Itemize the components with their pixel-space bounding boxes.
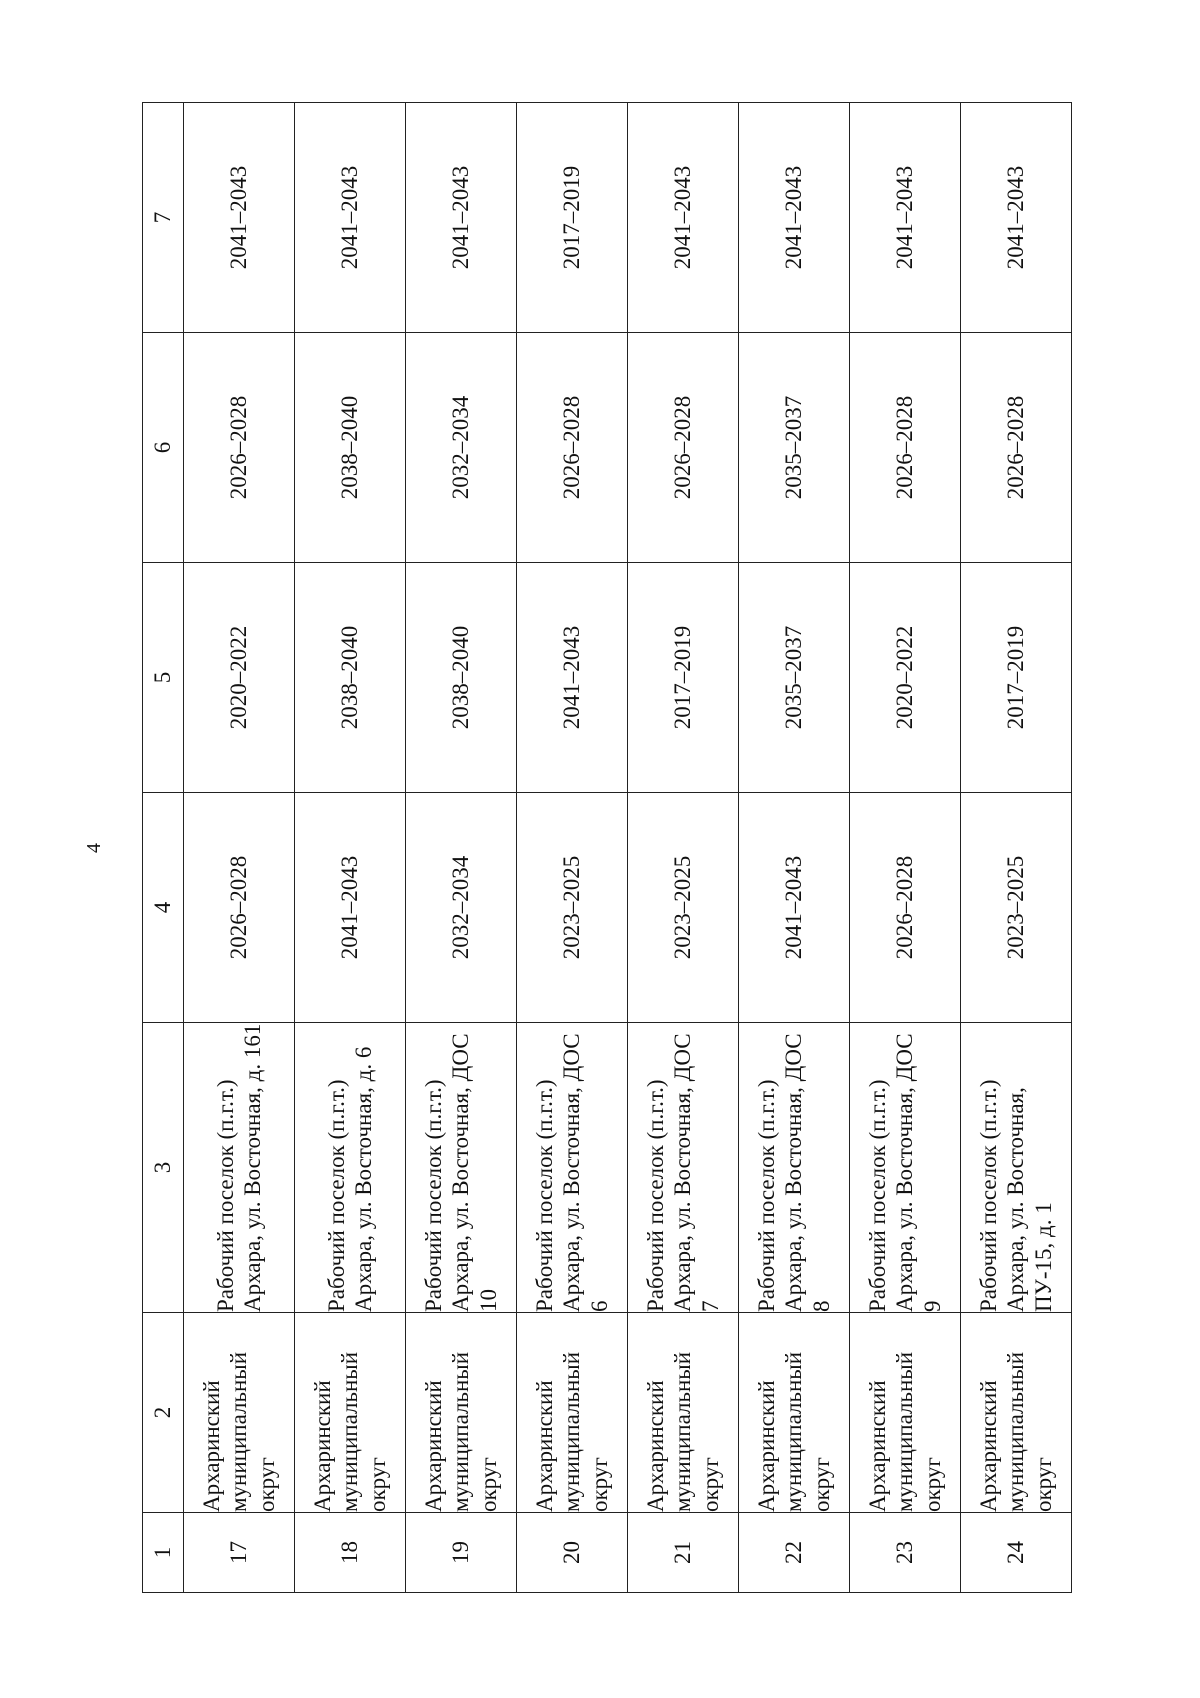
period-cell-col5: 2038–2040 bbox=[406, 563, 517, 793]
period-cell-col4: 2023–2025 bbox=[628, 793, 739, 1023]
address-cell: Рабочий поселок (п.г.т.) Архара, ул. Восточная, ДОС 7 bbox=[628, 1023, 739, 1313]
district-cell: Архаринский муниципальный округ bbox=[739, 1313, 850, 1513]
period-cell-col5: 2041–2043 bbox=[517, 563, 628, 793]
period-cell-col5: 2017–2019 bbox=[628, 563, 739, 793]
address-cell: Рабочий поселок (п.г.т.) Архара, ул. Восточная, ДОС 10 bbox=[406, 1023, 517, 1313]
header-cell-col2: 2 bbox=[143, 1313, 184, 1513]
period-cell-col6: 2026–2028 bbox=[850, 333, 961, 563]
address-cell: Рабочий поселок (п.г.т.) Архара, ул. Восточная, ДОС 9 bbox=[850, 1023, 961, 1313]
row-number-cell: 24 bbox=[961, 1513, 1072, 1593]
row-number-cell: 23 bbox=[850, 1513, 961, 1593]
header-cell-col6: 6 bbox=[143, 333, 184, 563]
period-cell-col4: 2023–2025 bbox=[961, 793, 1072, 1023]
period-cell-col7: 2041–2043 bbox=[406, 103, 517, 333]
header-cell-col5: 5 bbox=[143, 563, 184, 793]
period-cell-col6: 2032–2034 bbox=[406, 333, 517, 563]
address-cell: Рабочий поселок (п.г.т.) Архара, ул. Восточная, ДОС 6 bbox=[517, 1023, 628, 1313]
table-row bbox=[406, 103, 517, 1593]
period-cell-col4: 2041–2043 bbox=[295, 793, 406, 1023]
district-cell: Архаринский муниципальный округ bbox=[517, 1313, 628, 1513]
table-row bbox=[295, 103, 406, 1593]
period-cell-col6: 2026–2028 bbox=[628, 333, 739, 563]
header-cell-col1: 1 bbox=[143, 1513, 184, 1593]
district-cell: Архаринский муниципальный округ bbox=[961, 1313, 1072, 1513]
header-cell-col4: 4 bbox=[143, 793, 184, 1023]
period-cell-col5: 2020–2022 bbox=[850, 563, 961, 793]
table-header bbox=[143, 103, 184, 1593]
table-row bbox=[961, 103, 1072, 1593]
table-row bbox=[739, 103, 850, 1593]
period-cell-col4: 2026–2028 bbox=[850, 793, 961, 1023]
district-cell: Архаринский муниципальный округ bbox=[406, 1313, 517, 1513]
row-number-cell: 19 bbox=[406, 1513, 517, 1593]
address-cell: Рабочий поселок (п.г.т.) Архара, ул. Восточная, ДОС 8 bbox=[739, 1023, 850, 1313]
period-cell-col4: 2032–2034 bbox=[406, 793, 517, 1023]
table-row bbox=[184, 103, 295, 1593]
table-body bbox=[184, 103, 1072, 1593]
period-cell-col6: 2026–2028 bbox=[517, 333, 628, 563]
schedule-table bbox=[142, 102, 1072, 1593]
table-row bbox=[517, 103, 628, 1593]
period-cell-col4: 2026–2028 bbox=[184, 793, 295, 1023]
period-cell-col7: 2041–2043 bbox=[739, 103, 850, 333]
rotated-table-container bbox=[142, 103, 1070, 1593]
row-number-cell: 18 bbox=[295, 1513, 406, 1593]
address-cell: Рабочий поселок (п.г.т.) Архара, ул. Восточная, ПУ-15, д. 1 bbox=[961, 1023, 1072, 1313]
period-cell-col7: 2017–2019 bbox=[517, 103, 628, 333]
period-cell-col4: 2023–2025 bbox=[517, 793, 628, 1023]
period-cell-col7: 2041–2043 bbox=[961, 103, 1072, 333]
header-cell-col7: 7 bbox=[143, 103, 184, 333]
district-cell: Архаринский муниципальный округ bbox=[628, 1313, 739, 1513]
period-cell-col7: 2041–2043 bbox=[184, 103, 295, 333]
row-number-cell: 20 bbox=[517, 1513, 628, 1593]
period-cell-col6: 2026–2028 bbox=[961, 333, 1072, 563]
page-number: 4 bbox=[83, 843, 105, 853]
period-cell-col4: 2041–2043 bbox=[739, 793, 850, 1023]
district-cell: Архаринский муниципальный округ bbox=[184, 1313, 295, 1513]
district-cell: Архаринский муниципальный округ bbox=[295, 1313, 406, 1513]
period-cell-col5: 2035–2037 bbox=[739, 563, 850, 793]
header-row bbox=[143, 103, 184, 1593]
address-cell: Рабочий поселок (п.г.т.) Архара, ул. Восточная, д. 6 bbox=[295, 1023, 406, 1313]
period-cell-col5: 2038–2040 bbox=[295, 563, 406, 793]
period-cell-col6: 2038–2040 bbox=[295, 333, 406, 563]
table-row bbox=[628, 103, 739, 1593]
row-number-cell: 21 bbox=[628, 1513, 739, 1593]
district-cell: Архаринский муниципальный округ bbox=[850, 1313, 961, 1513]
period-cell-col7: 2041–2043 bbox=[628, 103, 739, 333]
period-cell-col5: 2017–2019 bbox=[961, 563, 1072, 793]
period-cell-col6: 2035–2037 bbox=[739, 333, 850, 563]
period-cell-col7: 2041–2043 bbox=[295, 103, 406, 333]
period-cell-col5: 2020–2022 bbox=[184, 563, 295, 793]
period-cell-col7: 2041–2043 bbox=[850, 103, 961, 333]
row-number-cell: 17 bbox=[184, 1513, 295, 1593]
period-cell-col6: 2026–2028 bbox=[184, 333, 295, 563]
table-row bbox=[850, 103, 961, 1593]
address-cell: Рабочий поселок (п.г.т.) Архара, ул. Восточная, д. 161 bbox=[184, 1023, 295, 1313]
header-cell-col3: 3 bbox=[143, 1023, 184, 1313]
row-number-cell: 22 bbox=[739, 1513, 850, 1593]
